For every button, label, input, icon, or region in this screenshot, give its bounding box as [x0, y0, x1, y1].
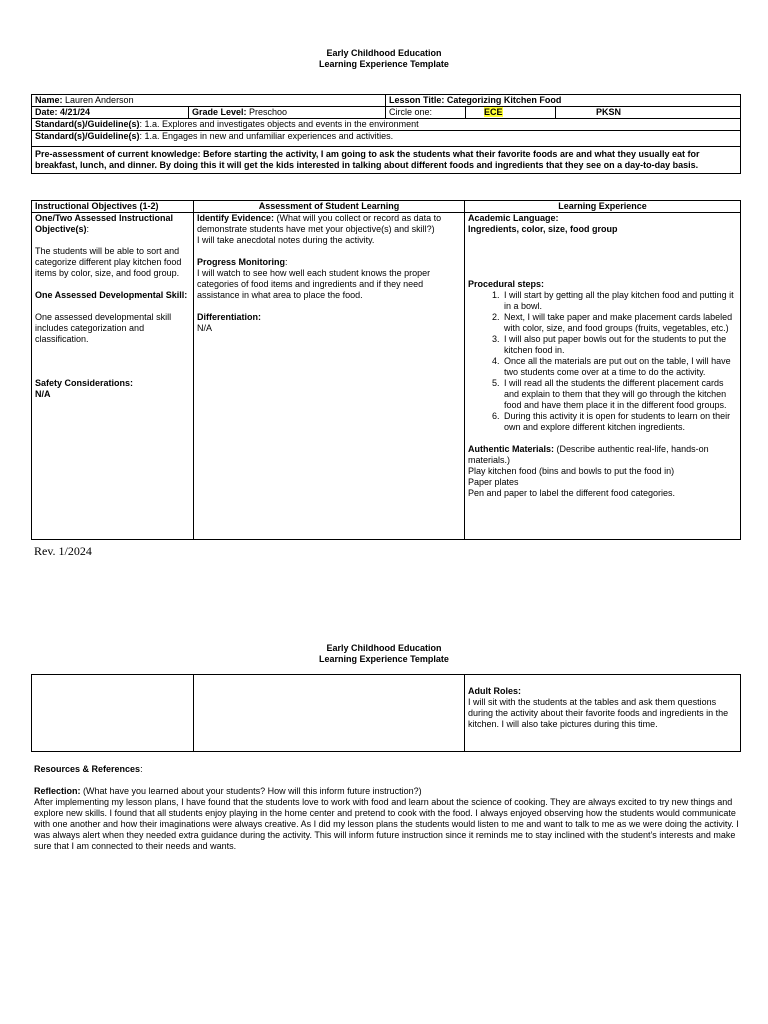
reflection-text: After implementing my lesson plans, I have found that the students love to work with food and learn about the science of cooking. They are always excited to try new things and explore new skills. I found that all students enjoy playing in the home center and pretend to cook with the food. I always enjoyed observing how the students would communicate with one another and how their imaginations were always creative. As I did my lesson plans the students would listen to me and want to talk to me as we were doing the activity. I was always alert when they needed extra guidance during the activity. This will inform future instruction since it reminds me to stay inclined with the student’s interests and make sure that I am connected to their needs and wants.: [34, 797, 739, 851]
dev-skill-heading: One Assessed Developmental Skill: [35, 290, 185, 300]
title-line-2: Learning Experience Template: [319, 654, 449, 664]
col2-header: Assessment of Student Learning: [194, 201, 465, 213]
header-table: [31, 94, 741, 174]
title-line-1: Early Childhood Education: [326, 48, 442, 58]
circle-option-pksn: PKSN: [556, 107, 741, 119]
standard-row-1: [32, 119, 741, 131]
progress-heading: Progress Monitoring: [197, 257, 286, 267]
objectives-cell: One/Two Assessed Instructional Objective(s): The students will be able to sort and categorize different play kitchen food items by color, size, and food group. One Assessed Developmental Skill: One assessed developmental skill includes categorization and classification. Safety Considerations: N/A: [32, 213, 194, 540]
assessment-cell: Identify Evidence: (What will you collect or record as data to demonstrate students have met your objective(s) and skill?) I will take anecdotal notes during the activity. Progress Monitoring: I will watch to see how well each student knows the proper categories of food items and ingredients and if they need assistance in what area to place the food. Differentiation: N/A: [194, 213, 465, 540]
content-row: [32, 213, 741, 540]
date-row: [32, 107, 741, 119]
dev-skill-text: One assessed developmental skill includes categorization and classification.: [35, 312, 172, 344]
circle-option-ece: ECE: [466, 107, 556, 119]
col1-header: Instructional Objectives (1-2): [32, 201, 194, 213]
list-item: 1. I will start by getting all the play kitchen food and putting it in a bowl.: [502, 290, 737, 312]
grade-cell: Grade Level: Preschoo: [189, 107, 386, 119]
lesson-table: [31, 200, 741, 540]
evidence-heading: Identify Evidence:: [197, 213, 275, 223]
col3-header: Learning Experience: [465, 201, 741, 213]
standard-row-2: [32, 131, 741, 147]
reflection-section: Reflection: (What have you learned about your students? How will this inform future instruction?) After implementing my lesson plans, I have found that the students love to work with food and learn about the science of cooking. They are always excited to try new things and explore new skills. I found that all students enjoy playing in the home center and pretend to cook with the food. I always enjoyed observing how the students would communicate with one another and how their imaginations were always creative. As I did my lesson plans the students would listen to me and want to talk to me as we were doing the activity. I was always alert when they needed extra guidance during the activity. This will inform future instruction since it reminds me to stay inclined with the student’s interests and make sure that I am connected to their needs and wants.: [34, 786, 739, 851]
list-item: 2. Next, I will take paper and make placement cards labeled with color, size, and food groups (fruits, vegetables, etc.): [502, 312, 737, 334]
adult-roles-text: I will sit with the students at the tables and ask them questions during the activity about their favorite foods and ingredients in the kitchen. I will also take pictures during this time.: [468, 697, 729, 729]
name-row: [32, 95, 741, 107]
evidence-text: I will take anecdotal notes during the activity.: [197, 235, 375, 245]
list-item: Play kitchen food (bins and bowls to put the food in): [468, 466, 675, 476]
resources-section: Resources & References:: [34, 764, 143, 774]
lesson-title-cell: Lesson Title: Categorizing Kitchen Food: [386, 95, 741, 107]
circle-label-cell: Circle one:: [386, 107, 466, 119]
title-line-2: Learning Experience Template: [319, 59, 449, 69]
revision-note: Rev. 1/2024: [34, 544, 92, 558]
progress-text: I will watch to see how well each student knows the proper categories of food items and ingredients and if they need assistance in what area to place the food.: [197, 268, 431, 300]
procedural-steps: [468, 290, 737, 433]
academic-heading: Academic Language:: [468, 213, 559, 223]
adult-roles-cell: [465, 675, 741, 752]
preassessment-row: [32, 147, 741, 174]
reflection-heading: Reflection:: [34, 786, 81, 796]
learning-experience-cell: Academic Language: Ingredients, color, size, food group Procedural steps: 1. I will start by getting all the play kitchen food and putting it in a bowl. 2. Next, I will take paper and make placement cards labeled with color, size, and food groups (fruits, vegetables, etc.) 3. I will also put paper bowls out for the students to put the kitchen food in. 4. Once all the materials are put out on the table, I will have two students come over at a time to do the activity. 5. I will read all the students the different placement cards and explain to them that they will go through the kitchen food and have them place it in the different food groups. 6. During this activity it is open for students to learn on their own and explore different kitchen ingredients. Authentic Materials: (Describe authentic real-life, hands-on materials.) Play kitchen food (bins and bowls to put the food in) Paper plates Pen and paper to label the different food categories.: [465, 213, 741, 540]
list-item: Pen and paper to label the different food categories.: [468, 488, 675, 498]
standard-cell-2: Standard(s)/Guideline(s): 1.a. Engages in new and unfamiliar experiences and activities.: [32, 131, 741, 147]
preassessment-cell: Pre-assessment of current knowledge: Before starting the activity, I am going to ask the students what their favorite foods are and what they usually eat for breakfast, lunch, and dinner. By doing this it will get the kids interested in talking about different foods and ingredients that they see on a day-to-day basis.: [32, 147, 741, 174]
procedural-heading: Procedural steps:: [468, 279, 545, 289]
page-title: [0, 48, 768, 70]
adult-roles-row: [32, 675, 741, 752]
list-item: 6. During this activity it is open for students to learn on their own and explore different kitchen ingredients.: [502, 411, 737, 433]
empty-cell: [32, 675, 194, 752]
adult-roles-heading: Adult Roles:: [468, 686, 521, 696]
resources-heading: Resources & References: [34, 764, 141, 774]
materials-heading: Authentic Materials:: [468, 444, 555, 454]
column-header-row: [32, 201, 741, 213]
differentiation-text: N/A: [197, 323, 213, 333]
safety-heading: Safety Considerations:: [35, 378, 134, 388]
list-item: Paper plates: [468, 477, 519, 487]
date-cell: Date: 4/21/24: [32, 107, 189, 119]
objective-heading: One/Two Assessed Instructional Objective(s): [35, 213, 174, 234]
page2-title: [0, 643, 768, 665]
safety-text: N/A: [35, 389, 51, 399]
title-line-1: Early Childhood Education: [326, 643, 442, 653]
name-cell: Name: Lauren Anderson: [32, 95, 386, 107]
adult-roles-table: [31, 674, 741, 752]
objective-text: The students will be able to sort and categorize different play kitchen food items by color, size, and food group.: [35, 246, 182, 278]
differentiation-heading: Differentiation:: [197, 312, 261, 322]
academic-text: Ingredients, color, size, food group: [468, 224, 618, 234]
standard-cell-1: Standard(s)/Guideline(s): 1.a. Explores and investigates objects and events in the environment: [32, 119, 741, 131]
list-item: 5. I will read all the students the different placement cards and explain to them that they will go through the kitchen food and have them place it in the different food groups.: [502, 378, 737, 411]
list-item: 3. I will also put paper bowls out for the students to put the kitchen food in.: [502, 334, 737, 356]
list-item: 4. Once all the materials are put out on the table, I will have two students come over at a time to do the activity.: [502, 356, 737, 378]
empty-cell: [194, 675, 465, 752]
